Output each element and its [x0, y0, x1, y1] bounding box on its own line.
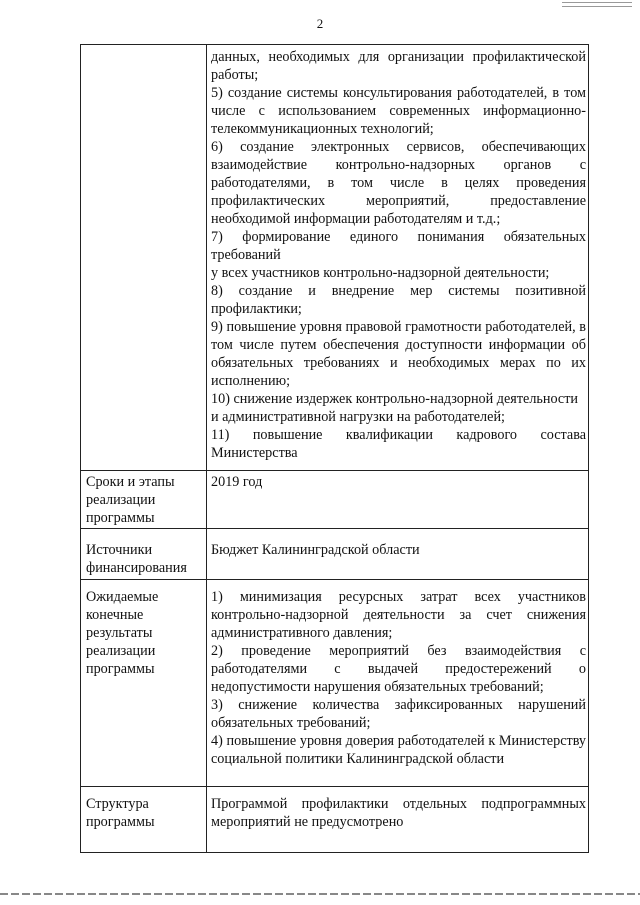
- paragraph: 3) снижение количества зафиксированных нарушений обязательных требований;: [211, 697, 586, 731]
- program-passport-table: [80, 44, 589, 853]
- table-row-funding: [81, 529, 589, 580]
- paragraph: 1) минимизация ресурсных затрат всех участников контрольно-надзорной деятельности за счет снижения административного давления;: [211, 589, 586, 641]
- row-content: [207, 471, 589, 529]
- page-number: 2: [316, 16, 324, 31]
- paragraph: 11) повышение квалификации кадрового состава Министерства: [211, 427, 586, 461]
- paragraph: Программой профилактики отдельных подпрограммных мероприятий не предусмотрено: [211, 796, 586, 830]
- paragraph: 8) создание и внедрение мер системы позитивной профилактики;: [211, 283, 586, 317]
- paragraph: 10) снижение издержек контрольно-надзорной деятельности: [211, 391, 579, 407]
- paragraph: 2019 год: [211, 474, 263, 490]
- table-row-structure: [81, 787, 589, 853]
- paragraph: 6) создание электронных сервисов, обеспечивающих взаимодействие контрольно-надзорных органов с работодателями, в том числе в целях проведения профилактических мероприятий, предоставление необходимой информации работодателям и т.д.;: [211, 139, 586, 227]
- paragraph: 2) проведение мероприятий без взаимодействия с работодателями с выдачей предостережений о недопустимости нарушения обязательных требований;: [211, 643, 586, 695]
- row-content: [207, 45, 589, 471]
- paragraph: у всех участников контрольно-надзорной деятельности;: [211, 265, 550, 281]
- paragraph: данных, необходимых для организации профилактической работы;: [211, 49, 586, 83]
- row-label: Структура программы: [81, 787, 207, 853]
- paragraph: и административной нагрузки на работодателей;: [211, 409, 505, 425]
- row-content: [207, 787, 589, 853]
- paragraph: 4) повышение уровня доверия работодателей к Министерству социальной политики Калининградской области: [211, 733, 586, 767]
- scan-edge-line: [0, 893, 640, 895]
- paragraph: 7) формирование единого понимания обязательных требований: [211, 229, 586, 263]
- table-row-expected-results: [81, 580, 589, 787]
- row-label: Ожидаемые конечные результаты реализации программы: [81, 580, 207, 787]
- paragraph: 9) повышение уровня правовой грамотности работодателей, в том числе путем обеспечения доступности информации об обязательных требованиях и необходимых мерах по их исполнению;: [211, 319, 586, 389]
- row-content: [207, 580, 589, 787]
- row-content: [207, 529, 589, 580]
- corner-scan-mark: [562, 2, 632, 10]
- table-row-terms: [81, 471, 589, 529]
- row-label: [81, 45, 207, 471]
- paragraph: 5) создание системы консультирования работодателей, в том числе с использованием современных информационно-телекоммуникационных технологий;: [211, 85, 586, 137]
- row-label: Источники финансирования: [81, 529, 207, 580]
- table-row-continuation: [81, 45, 589, 471]
- paragraph: Бюджет Калининградской области: [211, 542, 420, 558]
- row-label: Сроки и этапы реализации программы: [81, 471, 207, 529]
